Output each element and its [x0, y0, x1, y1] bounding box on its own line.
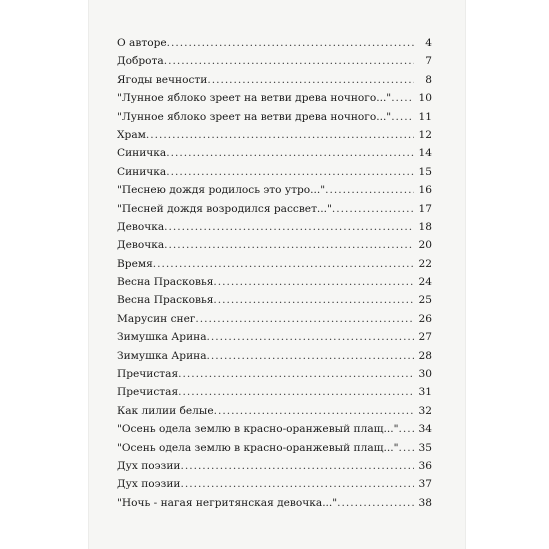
dot-leader	[167, 34, 414, 52]
toc-entry-page-number: 7	[425, 55, 432, 68]
dot-leader	[164, 52, 414, 70]
toc-entry-title: Храм	[117, 128, 146, 141]
toc-entry	[117, 402, 432, 420]
toc-entry-title: Пречистая	[117, 386, 179, 399]
toc-entry-page-number: 26	[418, 312, 432, 325]
dot-leader	[178, 365, 414, 383]
toc-entry-title: Синичка	[117, 147, 167, 160]
toc-entry-title: "Песнею дождя родилось это утро..."	[117, 184, 326, 197]
toc-entry-page-number: 34	[418, 423, 432, 436]
toc-entry-page-number: 30	[418, 368, 432, 381]
toc-entry-title: Зимушка Арина	[117, 331, 207, 344]
toc-entry-page-number: 28	[418, 349, 432, 362]
toc-entry-title: Зимушка Арина	[117, 349, 207, 362]
toc-entry	[117, 71, 432, 89]
toc-entry	[117, 383, 432, 401]
toc-entry	[117, 291, 432, 309]
toc-entry	[117, 108, 432, 126]
toc-entry-page-number: 4	[425, 37, 432, 49]
toc-entry-page-number: 31	[418, 386, 432, 399]
toc-entry-title: Ягоды вечности	[117, 73, 208, 86]
toc-entry-page-number: 10	[418, 92, 432, 105]
toc-entry-title: Пречистая	[117, 368, 179, 381]
toc-entry	[117, 439, 432, 457]
toc-entry	[117, 273, 432, 291]
dot-leader	[398, 420, 414, 438]
toc-entry	[117, 365, 432, 383]
toc-entry-title: Дух поэзии	[117, 478, 181, 491]
toc-entry-title: "Осень одела землю в красно-оранжевый плащ..."	[117, 423, 399, 436]
toc-entry	[117, 310, 432, 328]
toc-entry	[117, 126, 432, 144]
toc-entry	[117, 457, 432, 475]
toc-entry	[117, 347, 432, 365]
toc-entry-page-number: 12	[418, 128, 432, 141]
dot-leader	[180, 457, 414, 475]
toc-entry-page-number: 15	[418, 165, 432, 178]
toc-entry-title: Доброта	[117, 55, 164, 68]
toc-entry-title: Синичка	[117, 165, 167, 178]
dot-leader	[166, 163, 414, 181]
toc-entry	[117, 181, 432, 199]
toc-entry	[117, 144, 432, 162]
toc-entry-page-number: 25	[418, 294, 432, 307]
toc-entry-title: Девочка	[117, 220, 165, 233]
toc-entry-title: Время	[117, 257, 153, 270]
dot-leader	[325, 181, 414, 199]
toc-entry	[117, 328, 432, 346]
toc-entry-title: "Ночь - нагая негритянская девочка..."	[117, 496, 338, 509]
toc-entry-page-number: 38	[418, 496, 432, 509]
toc-entry-title: "Лунное яблоко зреет на ветви древа ночного..."	[117, 110, 392, 123]
dot-leader	[207, 71, 414, 89]
dot-leader	[166, 144, 414, 162]
dot-leader	[146, 126, 414, 144]
toc-entry-title: Девочка	[117, 239, 165, 252]
table-of-contents	[117, 34, 432, 512]
dot-leader	[213, 291, 414, 309]
toc-entry-page-number: 11	[418, 110, 432, 123]
toc-entry	[117, 52, 432, 70]
toc-entry	[117, 494, 432, 512]
toc-entry	[117, 218, 432, 236]
toc-entry-title: Весна Прасковья	[117, 276, 214, 289]
dot-leader	[164, 218, 414, 236]
toc-entry-title: Весна Прасковья	[117, 294, 214, 307]
dot-leader	[398, 439, 414, 457]
dot-leader	[213, 273, 414, 291]
toc-entry-page-number: 16	[418, 184, 432, 197]
dot-leader	[391, 108, 414, 126]
dot-leader	[153, 255, 414, 273]
toc-entry-page-number: 20	[418, 239, 432, 252]
toc-entry	[117, 255, 432, 273]
toc-entry	[117, 89, 432, 107]
dot-leader	[391, 89, 414, 107]
toc-entry	[117, 236, 432, 254]
toc-entry-page-number: 35	[418, 441, 432, 454]
toc-entry-page-number: 36	[418, 459, 432, 472]
toc-entry	[117, 200, 432, 218]
toc-entry	[117, 475, 432, 493]
toc-entry-page-number: 18	[418, 220, 432, 233]
dot-leader	[332, 200, 414, 218]
toc-entry-title: "Осень одела землю в красно-оранжевый плащ..."	[117, 441, 399, 454]
toc-entry-title: "Лунное яблоко зреет на ветви древа ночного..."	[117, 92, 392, 105]
toc-entry-title: Дух поэзии	[117, 459, 181, 472]
toc-entry-page-number: 22	[418, 257, 432, 270]
toc-entry-page-number: 8	[425, 73, 432, 86]
dot-leader	[214, 402, 414, 420]
toc-entry	[117, 420, 432, 438]
dot-leader	[337, 494, 414, 512]
dot-leader	[207, 328, 414, 346]
toc-entry-page-number: 32	[418, 404, 432, 417]
toc-entry-page-number: 17	[418, 202, 432, 215]
toc-entry-page-number: 24	[418, 276, 432, 289]
dot-leader	[195, 310, 414, 328]
dot-leader	[180, 475, 414, 493]
toc-entry-title: "Песней дождя возродился рассвет..."	[117, 202, 332, 215]
toc-entry-page-number: 37	[418, 478, 432, 491]
toc-entry	[117, 163, 432, 181]
toc-entry-page-number: 27	[418, 331, 432, 344]
dot-leader	[178, 383, 414, 401]
toc-entry-title: О авторе	[117, 37, 167, 49]
toc-entry-title: Марусин снег	[117, 312, 196, 325]
toc-entry	[117, 34, 432, 52]
dot-leader	[164, 236, 414, 254]
toc-entry-title: Как лилии белые	[117, 404, 214, 417]
toc-entry-page-number: 14	[418, 147, 432, 160]
dot-leader	[207, 347, 414, 365]
